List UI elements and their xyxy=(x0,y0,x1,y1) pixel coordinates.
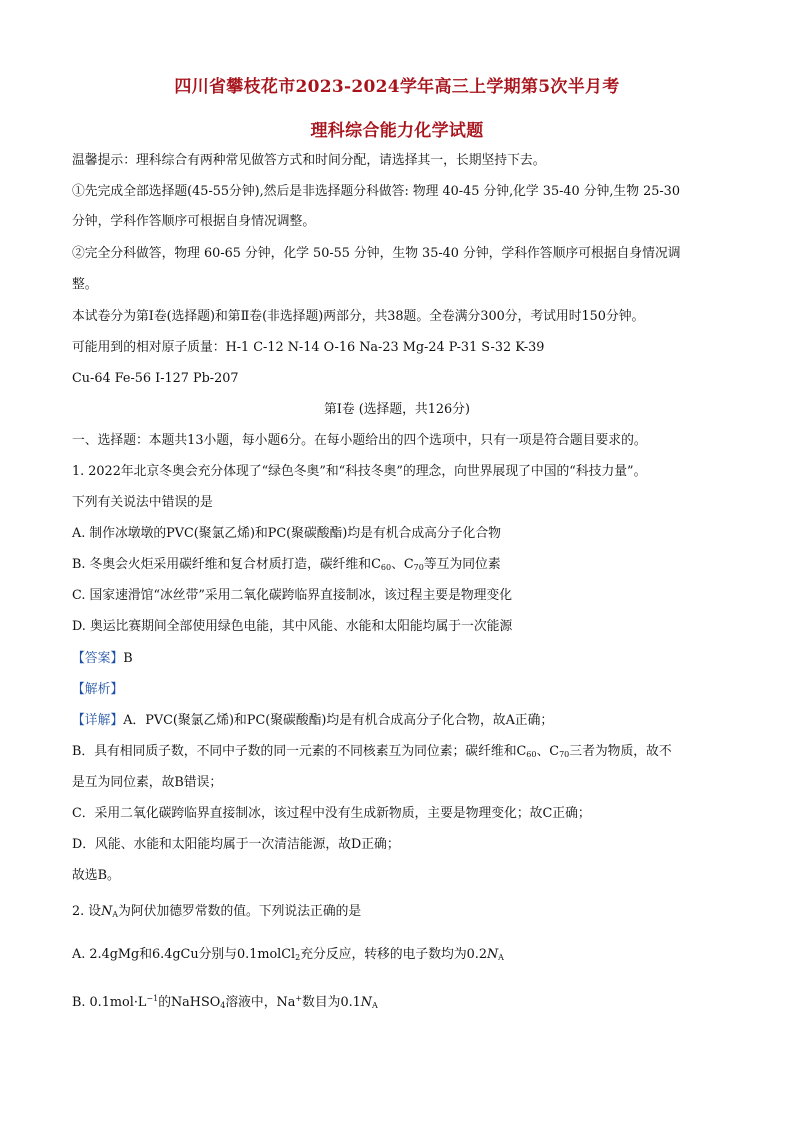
q1-detail-b-text3: 三者为物质，故不 xyxy=(569,744,672,759)
q1-option-a: A. 制作冰墩墩的PVC(聚氯乙烯)和PC(聚碳酸酯)均是有机合成高分子化合物 xyxy=(72,526,501,541)
q2-option-b-text3: 溶液中，Na xyxy=(225,995,296,1010)
q2-stem-na-sub: A xyxy=(112,910,119,919)
q1-detail-c: C．采用二氧化碳跨临界直接制冰，该过程中没有生成新物质，主要是物理变化；故C正确； xyxy=(72,806,591,821)
q2-option-b xyxy=(72,990,734,1015)
option2-line1: ②完全分科做答，物理 60-65 分钟，化学 50-55 分钟，生物 35-40 分钟，学科作答顺序可根据自身情况调 xyxy=(72,246,681,261)
q1-option-d: D. 奥运比赛期间全部使用绿色电能，其中风能、水能和太阳能均属于一次能源 xyxy=(72,619,513,634)
q1-option-b-sub2: 70 xyxy=(413,563,424,572)
q2-option-b-sub: 4 xyxy=(220,1001,226,1010)
exam-title: 四川省攀枝花市2023-2024学年高三上学期第5次半月考 xyxy=(174,77,620,97)
q1-detail-b-sub2: 70 xyxy=(559,750,570,759)
q1-detail-b-line1 xyxy=(72,743,734,764)
q2-option-a-text1: A. 2.4gMg和6.4gCu分别与0.1molCl xyxy=(72,947,296,962)
analysis-tag xyxy=(72,681,734,699)
q1-option-b-text2: 、C xyxy=(391,557,414,572)
atomic-mass-line2: Cu-64 Fe-56 I-127 Pb-207 xyxy=(72,371,239,386)
q1-detail-b-sub1: 60 xyxy=(526,750,537,759)
q2-option-a-n: N xyxy=(486,947,499,962)
q2-option-a-text2: 充分反应，转移的电子数均为0.2 xyxy=(300,947,487,962)
q1-detail-b-text1: B．具有相同质子数，不同中子数的同一元素的不同核素互为同位素；碳纤维和C xyxy=(72,744,527,759)
q2-option-b-n: N xyxy=(360,995,372,1010)
q1-stem-line1: 1. 2022年北京冬奥会充分体现了“绿色冬奥”和“科技冬奥”的理念，向世界展现了中国的“科技力量”。 xyxy=(72,464,647,479)
q1-detail-b-line2: 是互为同位素，故B错误； xyxy=(72,775,223,790)
tip-text: 温馨提示：理科综合有两种常见做答方式和时间分配，请选择其一，长期坚持下去。 xyxy=(72,153,546,168)
section-instruction: 一、选择题：本题共13小题，每小题6分。在每小题给出的四个选项中，只有一项是符合题目要求的。 xyxy=(72,433,647,448)
q2-option-b-sup: −1 xyxy=(146,994,159,1003)
q2-option-b-nsub: A xyxy=(372,1001,378,1010)
analysis-tag-text: 【解析】 xyxy=(72,682,124,697)
q2-option-b-sup2: + xyxy=(295,994,303,1003)
q2-option-a-nsub: A xyxy=(498,953,504,962)
q1-detail-a xyxy=(72,712,734,730)
q2-option-b-text1: B. 0.1mol·L xyxy=(72,995,147,1010)
q1-detail-a-text: A．PVC(聚氯乙烯)和PC(聚碳酸酯)均是有机合成高分子化合物，故A正确； xyxy=(123,713,554,728)
q1-option-b-sub1: 60 xyxy=(380,563,392,572)
q2-stem xyxy=(72,903,734,924)
q2-stem-na: N xyxy=(101,904,113,919)
q1-answer xyxy=(72,650,734,668)
detail-tag: 【详解】 xyxy=(72,713,124,728)
section-heading: 第Ⅰ卷 (选择题，共126分) xyxy=(324,402,470,417)
q1-detail-b-text2: 、C xyxy=(536,744,560,759)
exam-structure: 本试卷分为第Ⅰ卷(选择题)和第Ⅱ卷(非选择题)两部分，共38题。全卷满分300分，考试用时150分钟。 xyxy=(72,309,645,324)
q1-conclusion: 故选B。 xyxy=(72,868,120,883)
option1-line2: 分钟，学科作答顺序可根据自身情况调整。 xyxy=(72,214,316,229)
q1-detail-d: D．风能、水能和太阳能均属于一次清洁能源，故D正确； xyxy=(72,837,400,852)
q1-option-b xyxy=(72,556,734,577)
q2-option-a-sub: 2 xyxy=(295,953,301,962)
q2-option-b-text4: 数目为0.1 xyxy=(302,995,361,1010)
option1-line1: ①先完成全部选择题(45-55分钟),然后是非选择题分科做答: 物理 40-45 分钟,化学 35-40 分钟,生物 25-30 xyxy=(72,184,680,199)
q2-stem-text1: 2. 设 xyxy=(72,904,102,919)
atomic-mass-line1: 可能用到的相对原子质量：H-1 C-12 N-14 O-16 Na-23 Mg-24 P-31 S-32 K-39 xyxy=(72,340,545,355)
q2-stem-text2: 为阿伏加德罗常数的值。下列说法正确的是 xyxy=(118,904,362,919)
option2-line2: 整。 xyxy=(72,277,98,292)
q1-option-c: C. 国家速滑馆“冰丝带”采用二氧化碳跨临界直接制冰，该过程主要是物理变化 xyxy=(72,588,513,603)
q1-stem-line2: 下列有关说法中错误的是 xyxy=(72,495,213,510)
answer-tag: 【答案】 xyxy=(72,651,124,666)
q2-option-a xyxy=(72,946,734,967)
q1-option-b-text3: 等互为同位素 xyxy=(423,557,501,572)
answer-value: B xyxy=(123,651,133,666)
q1-option-b-text1: B. 冬奥会火炬采用碳纤维和复合材质打造，碳纤维和C xyxy=(72,557,381,572)
exam-subtitle: 理科综合能力化学试题 xyxy=(310,121,484,141)
q2-option-b-text2: 的NaHSO xyxy=(158,995,221,1010)
